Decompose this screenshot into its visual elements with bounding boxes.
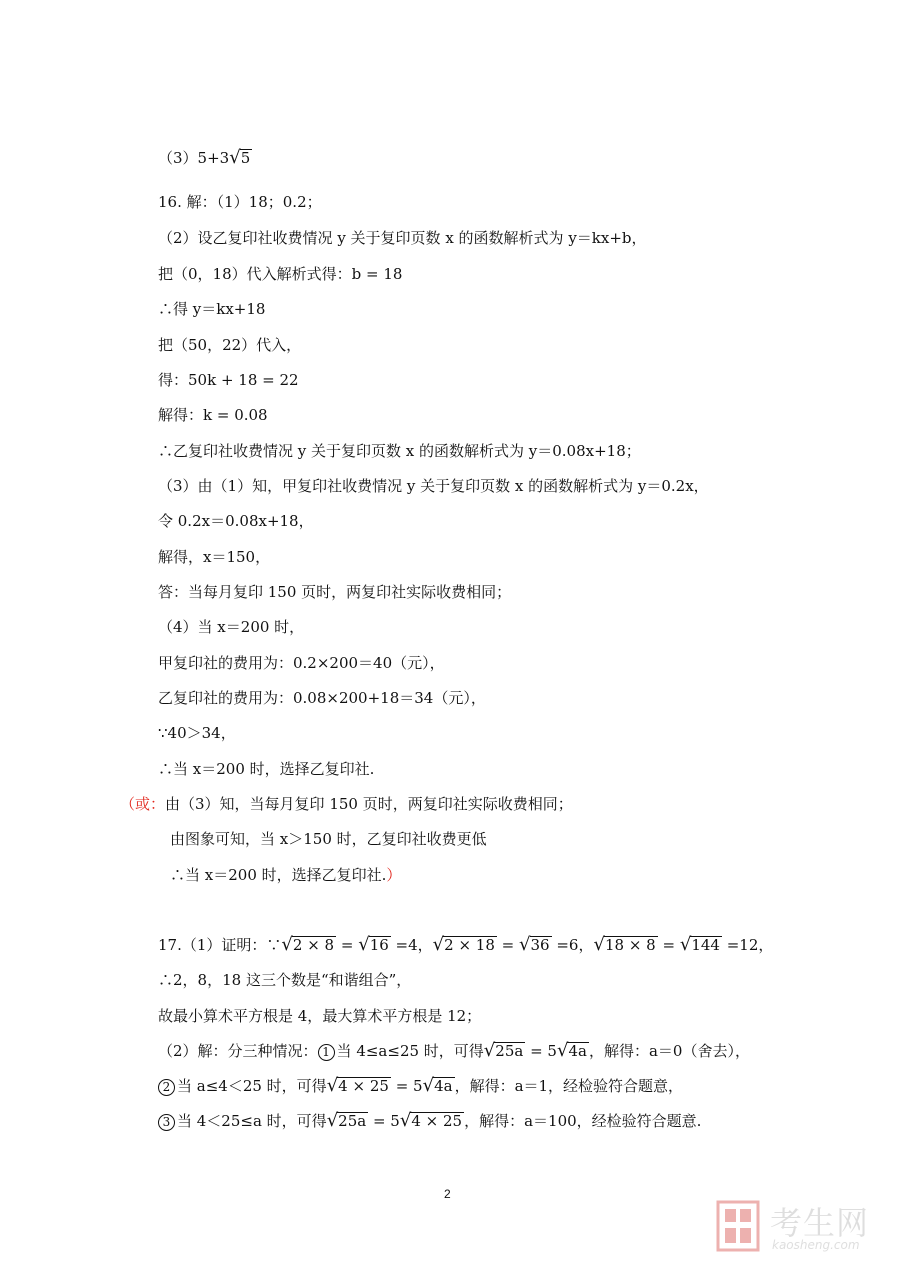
text-line: 得：50k + 18 = 22 bbox=[158, 371, 299, 389]
radical-sign: √ bbox=[432, 934, 445, 955]
text-line: ∴当 x＝200 时，选择乙复印社. bbox=[170, 866, 387, 884]
text-line: ∴得 y＝kx+18 bbox=[158, 300, 266, 318]
radical-sign: √ bbox=[483, 1040, 496, 1061]
radicand: 2 × 18 bbox=[444, 936, 495, 954]
radical-sign: √ bbox=[326, 1075, 339, 1096]
case-result: ，解得：a＝0（舍去）， bbox=[588, 1042, 750, 1060]
case-condition: 当 4≤a≤25 时，可得 bbox=[336, 1042, 484, 1060]
text-line: 由（3）知，当每月复印 150 页时，两复印社实际收费相同； bbox=[165, 795, 573, 813]
case-result: ，解得：a＝1，经检验符合题意， bbox=[454, 1077, 684, 1095]
page-number: 2 bbox=[444, 1187, 451, 1201]
radicand: 25a bbox=[338, 1112, 367, 1130]
radicand: 4 × 25 bbox=[411, 1112, 463, 1130]
alt-close-mark: ） bbox=[386, 866, 402, 884]
watermark-logo-icon bbox=[716, 1200, 760, 1252]
text-line: （2）设乙复印社收费情况 y 关于复印页数 x 的函数解析式为 y＝kx+b， bbox=[158, 229, 647, 247]
radical-sign: √ bbox=[519, 934, 531, 955]
q17-case-3 bbox=[158, 1111, 701, 1131]
radicand: 4a bbox=[568, 1042, 587, 1060]
case-condition: 当 a≤4＜25 时，可得 bbox=[177, 1077, 327, 1095]
watermark-domain: kaosheng.com bbox=[772, 1238, 860, 1252]
text-line: （4）当 x＝200 时， bbox=[158, 618, 305, 636]
q15-answer bbox=[158, 148, 252, 168]
text-line: 甲复印社的费用为：0.2×200＝40（元）， bbox=[158, 654, 445, 672]
radicand: 144 bbox=[691, 936, 720, 954]
q17-line-1 bbox=[158, 935, 773, 955]
alt-answer-end bbox=[170, 865, 401, 885]
text-line: 令 0.2x＝0.08x+18， bbox=[158, 512, 314, 530]
equals: = 5 bbox=[390, 1077, 423, 1095]
q17-case-intro: （2）解：分三种情况： bbox=[158, 1042, 318, 1060]
equals: = bbox=[336, 936, 359, 954]
case-result: ，解得：a＝100，经检验符合题意. bbox=[464, 1112, 702, 1130]
radical-sign: √ bbox=[422, 1075, 435, 1096]
radical-sign: √ bbox=[399, 1110, 412, 1131]
text-line: ∴乙复印社收费情况 y 关于复印页数 x 的函数解析式为 y＝0.08x+18； bbox=[158, 442, 641, 460]
radicand: 25a bbox=[495, 1042, 524, 1060]
q17-case-2 bbox=[158, 1076, 683, 1096]
text-line: ∵40＞34， bbox=[158, 724, 236, 742]
radical-sign: √ bbox=[556, 1040, 569, 1061]
q17-case-1 bbox=[158, 1041, 750, 1061]
text-line: 乙复印社的费用为：0.08×200+18＝34（元）， bbox=[158, 689, 486, 707]
radical-sign: √ bbox=[593, 934, 605, 955]
text-line: （3）5+3 bbox=[158, 149, 230, 167]
equals: = bbox=[657, 936, 680, 954]
radicand: 4 × 25 bbox=[338, 1077, 389, 1095]
watermark-brand: 考生网 bbox=[770, 1204, 870, 1242]
equals: = 5 bbox=[525, 1042, 557, 1060]
radical-sign: √ bbox=[326, 1110, 339, 1131]
circled-number: 2 bbox=[158, 1079, 175, 1096]
text-line: 解得，x＝150， bbox=[158, 548, 271, 566]
text-line: ∴2，8，18 这三个数是“和谐组合”， bbox=[158, 971, 412, 989]
text-line: 解得：k = 0.08 bbox=[158, 406, 268, 424]
watermark bbox=[716, 1196, 886, 1260]
radicand: 16 bbox=[369, 936, 389, 954]
radical-sign: √ bbox=[358, 934, 370, 955]
radicand: 2 × 8 bbox=[292, 936, 335, 954]
text-line: 16. 解：（1）18；0.2； bbox=[158, 193, 322, 211]
circled-number: 1 bbox=[318, 1044, 335, 1061]
alt-answer-line bbox=[120, 794, 573, 814]
text-line: ∴当 x＝200 时，选择乙复印社. bbox=[158, 760, 375, 778]
text-line: 把（0，18）代入解析式得：b = 18 bbox=[158, 265, 403, 283]
equals: = bbox=[496, 936, 520, 954]
radical-sign: √ bbox=[229, 147, 241, 168]
radicand: 4a bbox=[434, 1077, 453, 1095]
text-line: 把（50，22）代入， bbox=[158, 336, 302, 354]
text-line: （3）由（1）知，甲复印社收费情况 y 关于复印页数 x 的函数解析式为 y＝0.2x， bbox=[158, 477, 709, 495]
alt-open-mark: （或： bbox=[120, 795, 166, 813]
value: =6， bbox=[551, 936, 594, 954]
text-line: 故最小算术平方根是 4，最大算术平方根是 12； bbox=[158, 1007, 482, 1025]
case-condition: 当 4＜25≤a 时，可得 bbox=[177, 1112, 327, 1130]
value: =12， bbox=[721, 936, 774, 954]
radicand: 5 bbox=[240, 149, 251, 167]
text-line: 答：当每月复印 150 页时，两复印社实际收费相同； bbox=[158, 583, 512, 601]
value: =4， bbox=[390, 936, 433, 954]
text-line: 由图象可知，当 x＞150 时，乙复印社收费更低 bbox=[170, 830, 487, 848]
radicand: 36 bbox=[530, 936, 550, 954]
radical-sign: √ bbox=[281, 934, 293, 955]
q17-prefix: 17.（1）证明：∵ bbox=[158, 936, 282, 954]
circled-number: 3 bbox=[158, 1114, 175, 1131]
equals: = 5 bbox=[368, 1112, 400, 1130]
radical-sign: √ bbox=[679, 934, 692, 955]
radicand: 18 × 8 bbox=[604, 936, 656, 954]
